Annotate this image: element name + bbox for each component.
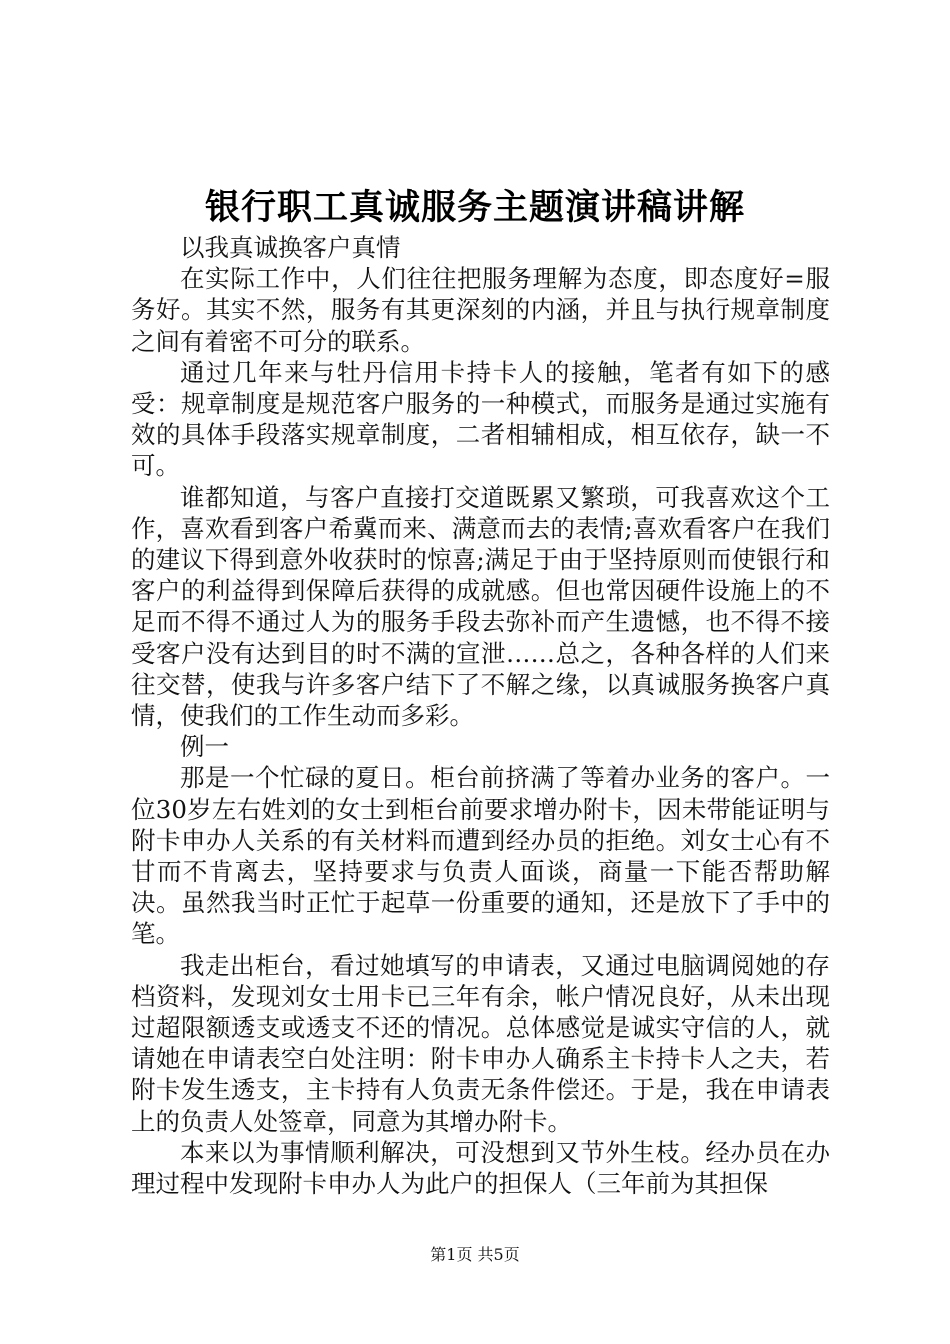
paragraph: 我走出柜台，看过她填写的申请表，又通过电脑调阅她的存档资料，发现刘女士用卡已三年有余，帐户情况良好，从未出现过超限额透支或透支不还的情况。总体感觉是诚实守信的人，就请她在申请表空白处注明：附卡申办人确系主卡持卡人之夫，若附卡发生透支，主卡持有人负责无条件偿还。于是，我在申请表上的负责人处签章，同意为其增办附卡。 [131,950,830,1136]
paragraph: 在实际工作中，人们往往把服务理解为态度，即态度好=服务好。其实不然，服务有其更深刻的内涵，并且与执行规章制度之间有着密不可分的联系。 [131,264,830,356]
paragraph: 那是一个忙碌的夏日。柜台前挤满了等着办业务的客户。一位30岁左右姓刘的女士到柜台前要求增办附卡，因未带能证明与附卡申办人关系的有关材料而遭到经办员的拒绝。刘女士心有不甘而不肯离去，坚持要求与负责人面谈，商量一下能否帮助解决。虽然我当时正忙于起草一份重要的通知，还是放下了手中的笔。 [131,763,830,949]
paragraph: 谁都知道，与客户直接打交道既累又繁琐，可我喜欢这个工作，喜欢看到客户希冀而来、满意而去的表情;喜欢看客户在我们的建议下得到意外收获时的惊喜;满足于由于坚持原则而使银行和客户的利益得到保障后获得的成就感。但也常因硬件设施上的不足而不得不通过人为的服务手段去弥补而产生遗憾，也不得不接受客户没有达到目的时不满的宣泄……总之，各种各样的人们来往交替，使我与许多客户结下了不解之缘，以真诚服务换客户真情，使我们的工作生动而多彩。 [131,482,830,731]
paragraph: 本来以为事情顺利解决，可没想到又节外生枝。经办员在办理过程中发现附卡申办人为此户的担保人（三年前为其担保 [131,1137,830,1199]
paragraph-heading: 例一 [180,732,229,762]
document-body [131,232,830,1199]
page-footer: 第1页 共5页 [430,1245,520,1264]
document-title: 银行职工真诚服务主题演讲稿讲解 [204,187,745,228]
paragraph: 通过几年来与牡丹信用卡持卡人的接触，笔者有如下的感受：规章制度是规范客户服务的一种模式，而服务是通过实施有效的具体手段落实规章制度，二者相辅相成，相互依存，缺一不可。 [131,357,830,481]
paragraph-subtitle: 以我真诚换客户真情 [180,233,401,262]
